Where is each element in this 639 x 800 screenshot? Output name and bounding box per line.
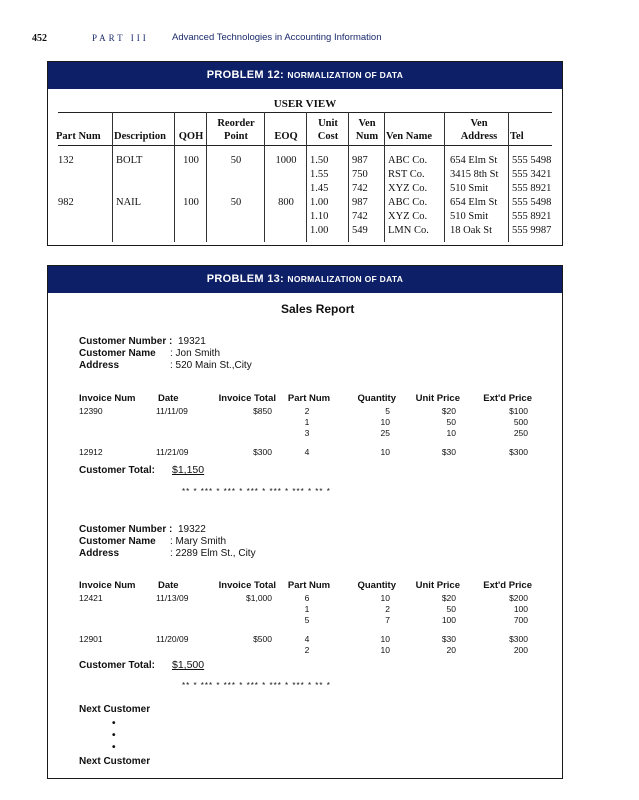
chapter-title: Advanced Technologies in Accounting Information xyxy=(172,32,382,43)
report-column-header: Quantity xyxy=(357,393,396,404)
table-cell: 750 xyxy=(352,169,368,180)
report-column-header: Date xyxy=(158,580,179,591)
table-cell: 1.10 xyxy=(310,211,329,222)
column-divider xyxy=(174,112,175,242)
report-column-header: Invoice Num xyxy=(79,393,136,404)
table-cell: 987 xyxy=(352,197,368,208)
report-cell: 10 xyxy=(380,593,390,603)
table-cell: 1.00 xyxy=(310,197,329,208)
user-view-title: USER VIEW xyxy=(273,98,337,110)
table-cell: 132 xyxy=(58,155,74,166)
column-header: Address xyxy=(460,131,498,142)
report-cell: 1 xyxy=(304,604,310,614)
column-divider xyxy=(306,112,307,242)
problem-13-title-rest: NORMALIZATION OF DATA xyxy=(287,274,404,284)
report-cell: 50 xyxy=(446,417,456,427)
column-divider xyxy=(508,112,509,242)
column-header: Num xyxy=(355,131,379,142)
table-cell: 50 xyxy=(230,155,242,166)
ellipsis-dot: • xyxy=(112,718,116,729)
column-divider xyxy=(384,112,385,242)
report-column-header: Invoice Num xyxy=(79,580,136,591)
table-cell: 987 xyxy=(352,155,368,166)
report-cell: 1 xyxy=(304,417,310,427)
customer-address: : 520 Main St.,City xyxy=(170,360,252,371)
report-cell: 4 xyxy=(304,634,310,644)
table-cell: 18 Oak St xyxy=(450,225,492,236)
column-header: QOH xyxy=(178,131,204,142)
problem-12-title-prefix: PROBLEM 12: xyxy=(206,69,288,81)
report-cell: 2 xyxy=(385,604,390,614)
report-cell: 7 xyxy=(385,615,390,625)
table-cell: 555 9987 xyxy=(512,225,552,236)
column-header: EOQ xyxy=(274,131,298,142)
report-cell: 25 xyxy=(380,428,390,438)
problem-12-box xyxy=(47,61,563,246)
user-view-top-rule xyxy=(58,112,552,113)
problem-12-banner xyxy=(48,62,562,89)
report-cell: 10 xyxy=(380,447,390,457)
table-cell: 555 5498 xyxy=(512,197,552,208)
report-cell: $1,000 xyxy=(246,593,272,603)
customer-address: : 2289 Elm St., City xyxy=(170,548,256,559)
column-header: Part Num xyxy=(56,131,101,142)
column-header-line1: Reorder xyxy=(217,118,255,129)
table-cell: 1.00 xyxy=(310,225,329,236)
report-column-header: Date xyxy=(158,393,179,404)
column-header: Ven Name xyxy=(386,131,432,142)
customer-total-label: Customer Total: xyxy=(79,465,155,476)
table-cell: LMN Co. xyxy=(388,225,429,236)
report-cell: 250 xyxy=(513,428,528,438)
table-cell: 510 Smit xyxy=(450,211,489,222)
report-cell: 11/11/09 xyxy=(156,406,188,416)
page-number: 452 xyxy=(32,33,47,44)
table-cell: ABC Co. xyxy=(388,155,428,166)
report-column-header: Ext'd Price xyxy=(483,580,532,591)
table-cell: 50 xyxy=(230,197,242,208)
column-header-line1: Unit xyxy=(318,118,338,129)
report-cell: $20 xyxy=(441,593,456,603)
ellipsis-dot: • xyxy=(112,742,116,753)
table-cell: 654 Elm St xyxy=(450,155,498,166)
table-cell: 555 3421 xyxy=(512,169,552,180)
customer-number-label: Customer Number : xyxy=(79,336,173,347)
report-cell: 700 xyxy=(513,615,528,625)
report-cell: 2 xyxy=(304,645,310,655)
report-column-header: Invoice Total xyxy=(218,393,276,404)
table-cell: 742 xyxy=(352,183,368,194)
customer-total-value: $1,150 xyxy=(172,464,205,476)
report-cell: $200 xyxy=(509,593,528,603)
column-header: Cost xyxy=(317,131,339,142)
problem-13-banner xyxy=(48,266,562,293)
report-cell: $500 xyxy=(253,634,272,644)
report-cell: 100 xyxy=(441,615,456,625)
report-column-header: Unit Price xyxy=(415,580,460,591)
customer-total-label: Customer Total: xyxy=(79,660,155,671)
report-cell: 500 xyxy=(513,417,528,427)
table-cell: 982 xyxy=(58,197,74,208)
report-cell: $30 xyxy=(441,634,456,644)
report-cell: 6 xyxy=(304,593,310,603)
table-cell: 555 8921 xyxy=(512,211,552,222)
report-column-header: Invoice Total xyxy=(218,580,276,591)
report-cell: 12912 xyxy=(79,447,103,457)
table-cell: XYZ Co. xyxy=(388,183,428,194)
ellipsis-dot: • xyxy=(112,730,116,741)
report-cell: 11/13/09 xyxy=(156,593,189,603)
column-header-line1: Ven xyxy=(470,118,488,129)
customer-total-value: $1,500 xyxy=(172,659,205,671)
customer-name: : Mary Smith xyxy=(170,536,227,547)
report-cell: $300 xyxy=(509,447,528,457)
report-cell: 12421 xyxy=(79,593,103,603)
table-cell: 100 xyxy=(183,155,199,166)
separator-stars: ** * *** * *** * *** * *** * *** * ** * xyxy=(182,681,331,690)
column-divider xyxy=(348,112,349,242)
user-view-header-rule xyxy=(58,145,552,146)
table-cell: 549 xyxy=(352,225,368,236)
customer-number: 19322 xyxy=(178,524,206,535)
column-header: Tel xyxy=(510,131,524,142)
column-divider xyxy=(112,112,113,242)
table-cell: 742 xyxy=(352,211,368,222)
table-cell: 1.45 xyxy=(310,183,329,194)
problem-12-title-rest: NORMALIZATION OF DATA xyxy=(287,70,404,80)
report-cell: 2 xyxy=(304,406,310,416)
table-cell: RST Co. xyxy=(388,169,425,180)
table-cell: 510 Smit xyxy=(450,183,489,194)
column-divider xyxy=(206,112,207,242)
next-customer-label: Next Customer xyxy=(79,756,151,767)
customer-number-label: Customer Number : xyxy=(79,524,173,535)
table-cell: ABC Co. xyxy=(388,197,428,208)
column-header: Description xyxy=(114,131,166,142)
column-divider xyxy=(264,112,265,242)
next-customer-label: Next Customer xyxy=(79,704,151,715)
table-cell: 1000 xyxy=(275,155,297,166)
customer-name: : Jon Smith xyxy=(170,348,221,359)
customer-name-label: Customer Name xyxy=(79,536,156,547)
report-cell: 10 xyxy=(380,645,390,655)
report-cell: $300 xyxy=(509,634,528,644)
report-cell: 3 xyxy=(304,428,310,438)
column-divider xyxy=(444,112,445,242)
problem-13-title-prefix: PROBLEM 13: xyxy=(206,273,288,285)
customer-name-label: Customer Name xyxy=(79,348,156,359)
problem-13-box xyxy=(47,265,563,779)
report-cell: 10 xyxy=(446,428,456,438)
report-cell: $300 xyxy=(253,447,272,457)
report-cell: 11/20/09 xyxy=(156,634,189,644)
report-column-header: Ext'd Price xyxy=(483,393,532,404)
part-label: PART III xyxy=(92,33,149,43)
report-cell: $20 xyxy=(441,406,456,416)
table-cell: NAIL xyxy=(116,197,142,208)
customer-number: 19321 xyxy=(178,336,206,347)
report-cell: 20 xyxy=(446,645,456,655)
report-cell: 100 xyxy=(513,604,528,614)
table-cell: 3415 8th St xyxy=(450,169,499,180)
table-cell: 100 xyxy=(183,197,199,208)
report-cell: 5 xyxy=(304,615,310,625)
report-cell: $850 xyxy=(253,406,272,416)
report-column-header: Unit Price xyxy=(415,393,460,404)
report-cell: $100 xyxy=(509,406,528,416)
report-cell: 4 xyxy=(304,447,310,457)
report-cell: 10 xyxy=(380,634,390,644)
report-column-header: Part Num xyxy=(287,580,331,591)
report-cell: 12901 xyxy=(79,634,103,644)
report-cell: 10 xyxy=(380,417,390,427)
table-cell: 654 Elm St xyxy=(450,197,498,208)
address-label: Address xyxy=(79,548,120,559)
column-header-line1: Ven xyxy=(358,118,376,129)
table-cell: 800 xyxy=(278,197,294,208)
report-cell: 200 xyxy=(513,645,528,655)
sales-report-title: Sales Report xyxy=(281,302,355,316)
table-cell: 555 5498 xyxy=(512,155,552,166)
report-cell: 12390 xyxy=(79,406,103,416)
table-cell: 555 8921 xyxy=(512,183,552,194)
report-column-header: Part Num xyxy=(287,393,331,404)
report-cell: $30 xyxy=(441,447,456,457)
separator-stars: ** * *** * *** * *** * *** * *** * ** * xyxy=(182,487,331,496)
report-column-header: Quantity xyxy=(357,580,396,591)
address-label: Address xyxy=(79,360,120,371)
table-cell: XYZ Co. xyxy=(388,211,428,222)
table-cell: 1.50 xyxy=(310,155,329,166)
table-cell: 1.55 xyxy=(310,169,329,180)
column-header: Point xyxy=(224,131,248,142)
report-cell: 50 xyxy=(446,604,456,614)
table-cell: BOLT xyxy=(116,155,143,166)
report-cell: 11/21/09 xyxy=(156,447,189,457)
report-cell: 5 xyxy=(385,406,390,416)
